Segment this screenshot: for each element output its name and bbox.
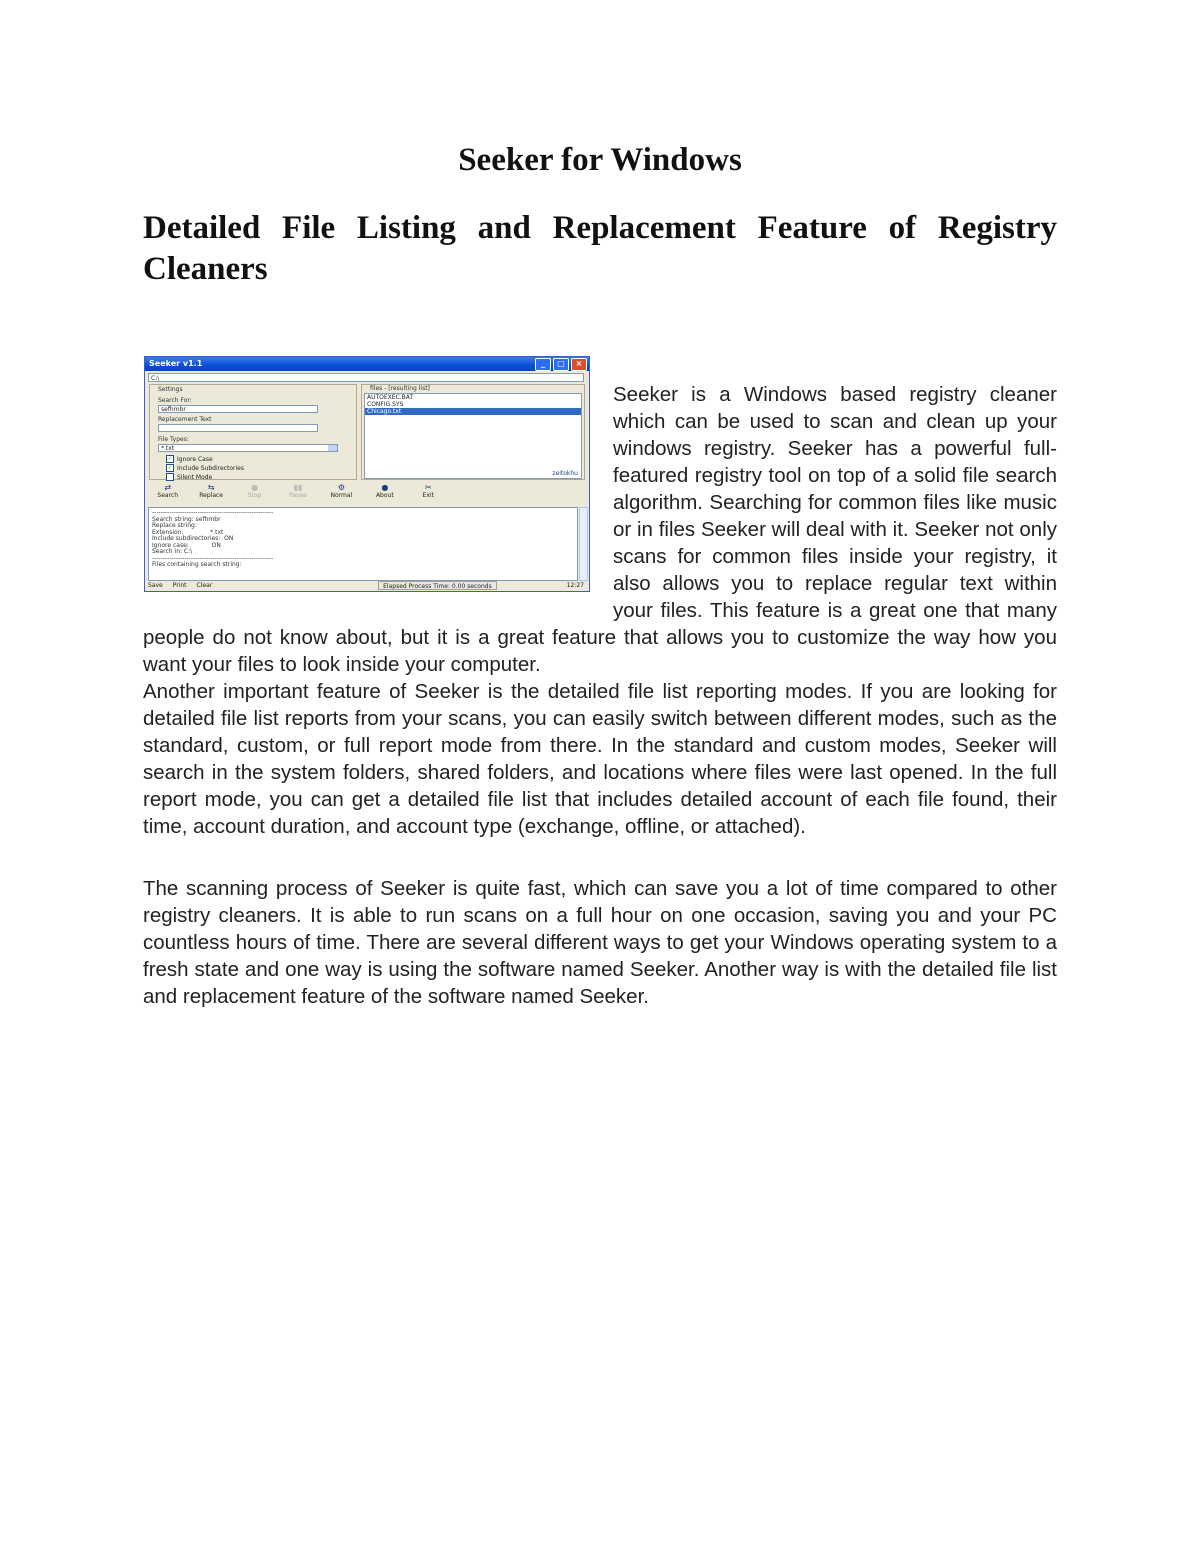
checkbox-label: Silent Mode <box>177 473 213 481</box>
seeker-window <box>144 356 590 592</box>
ignore-case-checkbox[interactable] <box>166 455 213 463</box>
exit-button[interactable]: ✂ Exit <box>409 483 448 501</box>
clear-button[interactable]: Clear <box>196 582 213 589</box>
search-for-input[interactable]: sefhmbr <box>158 405 318 413</box>
stop-icon: ● <box>251 483 259 492</box>
log-line: Extension: *.txt <box>152 528 224 536</box>
file-types-select[interactable] <box>158 444 338 452</box>
search-button[interactable]: ⇄ Search <box>148 483 187 501</box>
file-list[interactable] <box>364 393 582 479</box>
stop-button[interactable]: ● Stop <box>235 483 274 501</box>
log-scrollbar[interactable] <box>579 507 588 581</box>
log-line: -------------------------------------------------------- <box>152 554 274 562</box>
replace-button[interactable]: ⇆ Replace <box>191 483 230 501</box>
document-title: Seeker for Windows <box>458 142 742 178</box>
pause-button[interactable]: ▮▮ Pause <box>278 483 317 501</box>
gear-icon: ⚙ <box>337 483 345 492</box>
search-icon: ⇄ <box>164 483 172 492</box>
chevron-down-icon[interactable] <box>328 445 337 451</box>
paragraph-1: Seeker is a Windows based registry cleaner which can be used to scan and clean up your windows registry. Seeker has a powerful full-featured registry tool on top of a solid file search algorithm. Searching for common files like music or in files Seeker will deal with it. Seeker not only scans for common files inside your registry, it also allows you to replace regular text within your files. This feature is a great one that many people do not know about, but it is a great feature that allows you to customize the way how you want your files to look inside your computer. <box>143 383 1057 676</box>
save-button[interactable]: Save <box>148 582 163 589</box>
paragraph-3: The scanning process of Seeker is quite fast, which can save you a lot of time compared to other registry cleaners. It is able to run scans on a full hour on one occasion, saving you and your PC countless hours of time. There are several different ways to get your Windows operating system to a fresh state and one way is using the software named Seeker. Another way is with the detailed file list and replacement feature of the software named Seeker. <box>143 877 1057 1008</box>
window-controls <box>535 358 587 371</box>
checkbox-label: Ignore Case <box>177 455 213 463</box>
checkbox-box[interactable] <box>166 473 174 481</box>
log-line: Files containing search string: <box>152 561 242 568</box>
replacement-label: Replacement Text <box>158 416 212 423</box>
settings-panel <box>149 384 357 480</box>
files-panel <box>361 384 585 480</box>
checkbox-box[interactable]: ✓ <box>167 465 173 471</box>
silent-mode-checkbox[interactable] <box>166 473 212 481</box>
about-button[interactable]: ● About <box>365 483 404 501</box>
elapsed-time: Elapsed Process Time: 0.00 seconds <box>378 581 497 590</box>
log-line: Search string: sefhmbr <box>152 515 221 523</box>
document-heading: Detailed File Listing and Replacement Feature of Registry Cleaners <box>143 210 1057 287</box>
results-log[interactable] <box>148 507 578 581</box>
maximize-icon[interactable]: □ <box>553 358 569 371</box>
paragraph-2: Another important feature of Seeker is the detailed file list reporting modes. If you are looking for detailed file list reports from your scans, you can easily switch between different modes, such as the standard, custom, or full report mode from there. In the standard and custom modes, Seeker will search in the system folders, shared folders, and locations where files were last opened. In the full report mode, you can get a detailed file list that includes detailed account of each file found, their time, account duration, and account type (exchange, offline, or attached). <box>143 680 1057 838</box>
checkbox-box[interactable]: ✓ <box>167 456 173 462</box>
log-line: Search in: C:\ <box>152 548 193 555</box>
list-item[interactable]: CONFIG.SYS <box>367 401 404 408</box>
path-field[interactable]: C:\ <box>148 373 584 382</box>
list-item[interactable]: Chicago.txt <box>365 408 581 415</box>
toolbar <box>148 483 448 501</box>
settings-label: Settings <box>158 386 183 393</box>
status-bar <box>148 581 584 590</box>
search-for-label: Search For: <box>158 397 192 404</box>
log-line: Include subdirectories: ON <box>152 535 234 542</box>
scissors-icon: ✂ <box>424 483 432 492</box>
window-titlebar <box>145 357 589 371</box>
print-button[interactable]: Print <box>172 582 187 589</box>
status-count: 12:27 <box>566 582 584 589</box>
replace-icon: ⇆ <box>207 483 215 492</box>
document-body <box>143 356 1057 1010</box>
files-link[interactable]: zeitokhu <box>552 470 578 477</box>
files-label: files - [resulting list] <box>370 385 430 392</box>
list-item[interactable]: AUTOEXEC.BAT <box>367 394 414 401</box>
checkbox-label: Include Subdirectories <box>177 464 244 472</box>
log-line: Ignore case: ON <box>152 541 221 549</box>
info-icon: ● <box>381 483 389 492</box>
file-types-label: File Types: <box>158 436 189 443</box>
include-subdirectories-checkbox[interactable] <box>166 464 244 472</box>
normal-button[interactable]: ⚙ Normal <box>322 483 361 501</box>
log-line: Replace string: <box>152 522 197 529</box>
window-title: Seeker v1.1 <box>149 359 203 368</box>
file-types-value: *.txt <box>161 445 175 452</box>
minimize-icon[interactable]: _ <box>535 358 551 371</box>
log-line: -------------------------------------------------------- <box>152 509 274 516</box>
seeker-screenshot <box>143 356 593 594</box>
close-icon[interactable]: × <box>571 358 587 371</box>
replacement-input[interactable] <box>158 424 318 432</box>
pause-icon: ▮▮ <box>293 483 303 492</box>
